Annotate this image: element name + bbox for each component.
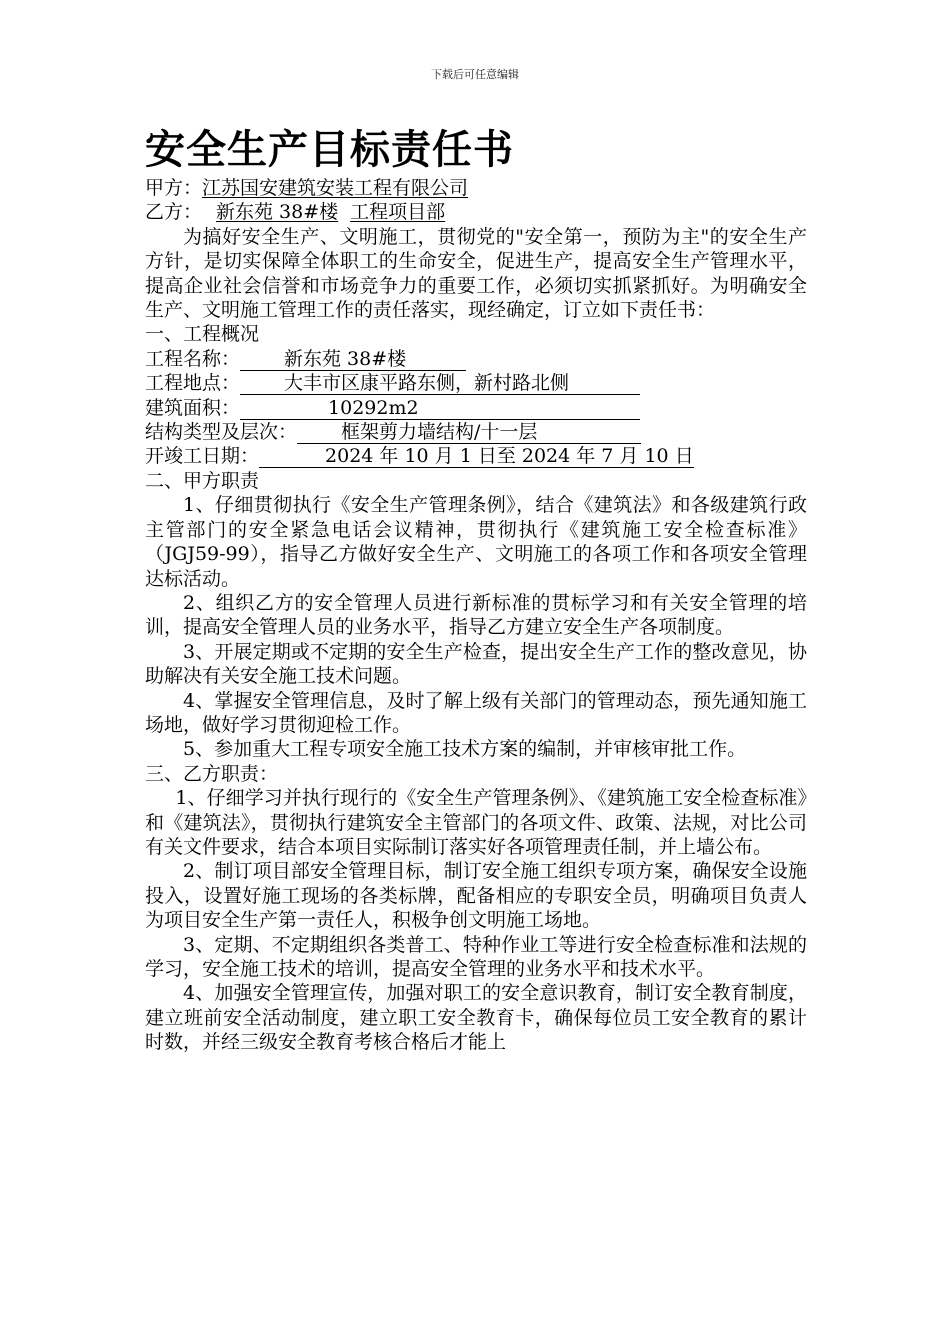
- party-b-suffix: 工程项目部: [350, 201, 446, 224]
- field-construction-dates: [145, 444, 807, 468]
- party-a-duty-item: 1、仔细贯彻执行《安全生产管理条例》，结合《建筑法》和各级建筑行政主管部门的安全紧急电话会议精神，贯彻执行《建筑施工安全检查标准》（JGJ59-99），指导乙方做好安全生产、文明施工的各项工作和各项安全管理达标活动。: [145, 494, 807, 590]
- section-heading-party-b-duties: 三、乙方职责：: [145, 762, 279, 785]
- field-structure-type: [145, 420, 807, 444]
- party-b-line: [145, 200, 807, 224]
- party-b-value: 新东苑 38#楼: [216, 201, 339, 224]
- party-a-duty-item: 3、开展定期或不定期的安全生产检查，提出安全生产工作的整改意见，协助解决有关安全施工技术问题。: [145, 640, 807, 688]
- party-a-value: 江苏国安建筑安装工程有限公司: [202, 177, 469, 199]
- field-label: 开竣工日期：: [145, 445, 260, 468]
- party-a-duty-item: 5、参加重大工程专项安全施工技术方案的编制，并审核审批工作。: [183, 738, 747, 761]
- field-building-area: [145, 396, 807, 420]
- field-label: 工程名称：: [145, 347, 241, 370]
- party-b-label: 乙方：: [145, 201, 203, 224]
- document-body: [145, 124, 807, 1055]
- field-project-location: [145, 371, 807, 395]
- field-value-building-area: 10292m2: [240, 398, 640, 420]
- field-value-project-location: 大丰市区康平路东侧，新村路北侧: [240, 373, 640, 395]
- document-title: 安全生产目标责任书: [145, 126, 514, 173]
- party-b-duty-item: 1、仔细学习并执行现行的《安全生产管理条例》、《建筑施工安全检查标准》和《建筑法》，贯彻执行建筑安全主管部门的各项文件、政策、法规，对比公司有关文件要求，结合本项目实际制订落实好各项管理责任制，并上墙公布。: [145, 787, 807, 858]
- field-project-name: [145, 347, 807, 371]
- field-value-construction-dates: 2024 年 10 月 1 日至 2024 年 7 月 10 日: [259, 446, 694, 468]
- section-heading-party-a-duties: 二、甲方职责: [145, 469, 260, 492]
- intro-paragraph: 为搞好安全生产、文明施工，贯彻党的"安全第一，预防为主"的安全生产方针，是切实保障全体职工的生命安全，促进生产，提高安全生产管理水平，提高企业社会信誉和市场竞争力的重要工作，必须切实抓紧抓好。为明确安全生产、文明施工管理工作的责任落实，现经确定，订立如下责任书：: [145, 225, 807, 322]
- party-a-duty-item: 2、组织乙方的安全管理人员进行新标准的贯标学习和有关安全管理的培训，提高安全管理人员的业务水平，指导乙方建立安全生产各项制度。: [145, 591, 807, 639]
- section-heading-overview: 一、工程概况: [145, 323, 260, 346]
- party-b-duty-item: 2、制订项目部安全管理目标，制订安全施工组织专项方案，确保安全设施投入，设置好施工现场的各类标牌，配备相应的专职安全员，明确项目负责人为项目安全生产第一责任人，积极争创文明施工场地。: [145, 860, 807, 932]
- party-a-duty-item: 4、掌握安全管理信息，及时了解上级有关部门的管理动态，预先通知施工场地，做好学习贯彻迎检工作。: [145, 689, 807, 736]
- header-note: 下载后可任意编辑: [431, 68, 519, 81]
- party-b-duty-item: 4、加强安全管理宣传，加强对职工的安全意识教育，制订安全教育制度，建立班前安全活动制度，建立职工安全教育卡，确保每位员工安全教育的累计时数，并经三级安全教育考核合格后才能上: [145, 982, 807, 1054]
- party-a-line: [145, 176, 807, 200]
- field-label: 结构类型及层次：: [145, 421, 298, 444]
- party-b-duty-item: 3、定期、不定期组织各类普工、特种作业工等进行安全检查标准和法规的学习，安全施工技术的培训，提高安全管理的业务水平和技术水平。: [145, 933, 807, 980]
- field-label: 建筑面积：: [145, 396, 241, 419]
- field-value-project-name: 新东苑 38#楼: [240, 349, 466, 371]
- field-value-structure-type: 框架剪力墙结构/十一层: [297, 422, 641, 444]
- party-a-label: 甲方：: [145, 177, 203, 199]
- field-label: 工程地点：: [145, 372, 241, 395]
